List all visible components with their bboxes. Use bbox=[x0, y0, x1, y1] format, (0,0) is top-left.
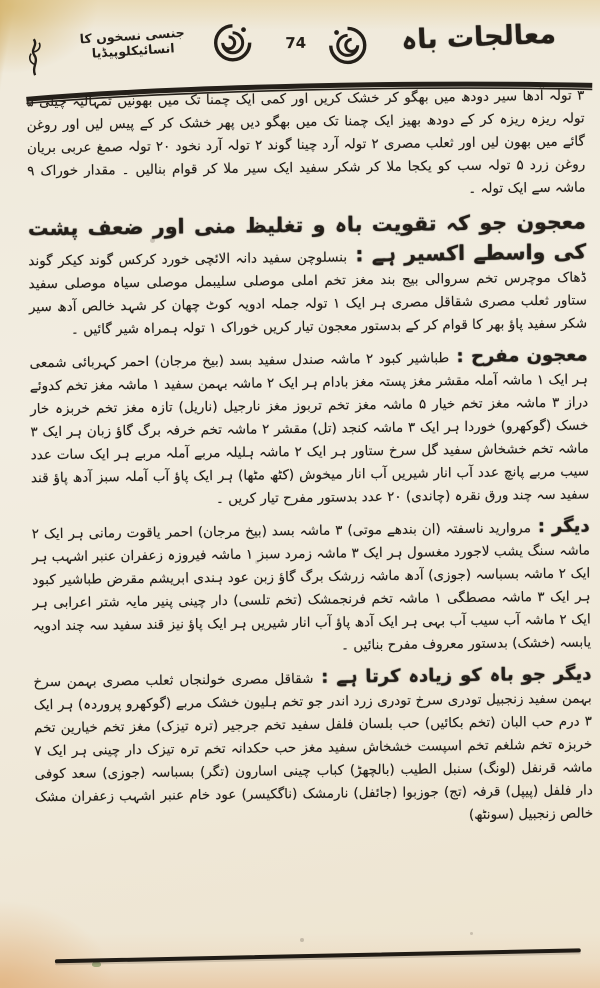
page-header bbox=[0, 14, 596, 79]
section-heading: معجون مفرح bbox=[470, 344, 588, 367]
section-heading: معجون جو کہ تقویت باہ و تغلیظ منی اور ضعف پشت کی واسطے اکسیر ہے bbox=[27, 209, 587, 267]
body-paragraph-intro bbox=[26, 85, 585, 207]
medallion-ornament-icon bbox=[325, 23, 370, 68]
paragraph-text: ۳ تولہ آدھا سیر دودھ میں بھگو کر خشک کریں اور کمی ایک چمنا تک میں بھونیں تمہالیہ چینی ۵ تولہ ریزہ ریزہ کر کے دودھ بھیز ایک چمنا تک میں بھگو دیں پھر خشک کر کے پیس لیں اور روغن گائے میں بھون لیں اور ثعلب مصری ۲ تولہ آرد چینا گوند ۲ تولہ آرد نخود ۲۰ تولہ صمغ عربی بریان روغن زرد ۵ تولہ سب کو یکجا ملا کر شکر سفید ایک سیر ملا کر قوام بنالیں ۔ مقدار خوراک ۹ ماشہ سے ایک تولہ ۔ bbox=[26, 87, 586, 197]
recipe-section-majoon-mufarrih bbox=[29, 342, 589, 513]
footer-rule bbox=[55, 948, 581, 963]
section-body: شقاقل مصری خولنجاں ثعلب مصری بہمن سرخ بہمن سفید زنجبیل تودری سرخ تودری زرد اندر جو تخم ہلیون خشک مربے (گوکھرو پروردہ) ہر ایک ۳ درم حب البان (تخم بکائیں) حب بلسان فلفل سفید تخم جرجیر (ترہ تیزک) مغز تخم خیارین تخم خربزہ تخم شلغم تخم اسپست خشخاش سفید مغز حب حکدانہ تخم ترہ تیزک دار چینی ہر ایک ۷ ماشہ قرنفل (لونگ) سنبل الطیب (بالچھڑ) کباب چینی اسارون (تگر) بسباسہ (جوزی) سعد کوفی دار فلفل (پیپل) قرفہ (تج) جوزبوا (جائفل) نارمشک (ناگکیسر) عود خام عنبر اشہب زعفران مشک خالص زنجبیل (سونٹھ) bbox=[33, 670, 594, 823]
running-book-title: معالجات باہ bbox=[400, 18, 557, 56]
section-heading: دیگر جو باہ کو زیادہ کرتا ہے bbox=[336, 663, 592, 688]
section-body: مروارید ناسفتہ (ان بندھے موتی) ۳ ماشہ بسد (بیخ مرجان) احمر یاقوت رمانی ہر ایک ۲ ماشہ سنگ یشب لاجورد مغسول ہر ایک ۳ ماشہ زمرد سبز ۱ ماشہ فیروزہ زعفران عنبر اشہب ہر ایک ۲ ماشہ بسباسہ (جوزی) آدھ ماشہ زرشک برگ گاؤ زبن عود ہندی ابریشم مقرض طباشیر کبود ہر ایک ۳ ماشہ مصطگی ۱ ماشہ تخم فرنجمشک (تخم تلسی) دار چینی پنیر مایہ شتر اعرابی ہر ایک ۲ ماشہ آب سیب آب بہی ہر ایک آدھ پاؤ آب انار شیریں ہر ایک پاؤ نیز قند سفید سہ چند ادویہ یابسہ (خشک) بدستور معروف مفرح بنائیں ۔ bbox=[31, 520, 592, 654]
heading-separator: : bbox=[313, 666, 337, 688]
floral-flourish-icon bbox=[26, 37, 44, 77]
page-body bbox=[26, 85, 593, 840]
page-number: 74 bbox=[285, 33, 307, 53]
section-body: بنسلوچن سفید دانہ الائچی خورد کرکس گوند کیکر گوند ڈھاک موچرس تخم سروالی بیج بند مغز تخم املی موصلی سلیبمل موصلی سیاہ موصلی سفید ستاور ثعلب مصری شقاقل مصری ہر ایک ۱ تولہ جملہ ادویہ کوٹ چھان کر شہد خالص آدھ سیر شکر سفید پاؤ بھر کا قوام کر کے بدستور معجون تیار کریں خوراک ۱ تولہ ہمراہ شیر گائیں ۔ bbox=[28, 249, 588, 338]
medallion-ornament-icon bbox=[210, 21, 255, 66]
heading-separator: : bbox=[346, 242, 372, 267]
heading-separator: : bbox=[449, 345, 472, 368]
section-body: طباشیر کبود ۲ ماشہ صندل سفید بسد (بیخ مرجان) احمر کہربائی شمعی ہر ایک ۱ ماشہ آملہ مقشر مغز پستہ مغز بادام ہر ایک ۲ ماشہ بہمن سفید ۱ ماشہ مغز تخم کدوئے دراز ۳ ماشہ مغز تخم خیار ۵ ماشہ مغز تخم تربوز مغز نارجیل (ناریل) تازہ مغز تخم خربزہ خار خسک (گوکھرو) خوردا ہر ایک ۳ ماشہ کنجد (تل) مقشر ۲ ماشہ تخم خرفہ برگ گاؤ زبان ہر ایک ۳ ماشہ تخم خشخاش سفید گل سرخ ستاور ہر ایک ۲ ماشہ ہلیلہ مربے آملہ مربے ہر ایک سات عدد سیب مربے پانچ عدد آب انار شیریں آب انار میخوش (کٹھ مٹھا) ہر ایک پاؤ آب آملہ سبز آدھ پاؤ قند سفید سہ چند ورق نقرہ (چاندی) ۲۰ عدد بدستور مفرح تیار کریں ۔ bbox=[29, 350, 590, 508]
section-heading: دیگر bbox=[551, 515, 590, 537]
recipe-section-deegar bbox=[32, 513, 592, 661]
recipe-section-deegar-bah-ziyada bbox=[33, 661, 593, 832]
recipe-section-majoon-taqwiyat-bah bbox=[28, 206, 588, 342]
series-title: جنسی نسخوں کا انسائیکلوپیڈیا bbox=[79, 24, 186, 61]
heading-separator: : bbox=[530, 515, 553, 538]
